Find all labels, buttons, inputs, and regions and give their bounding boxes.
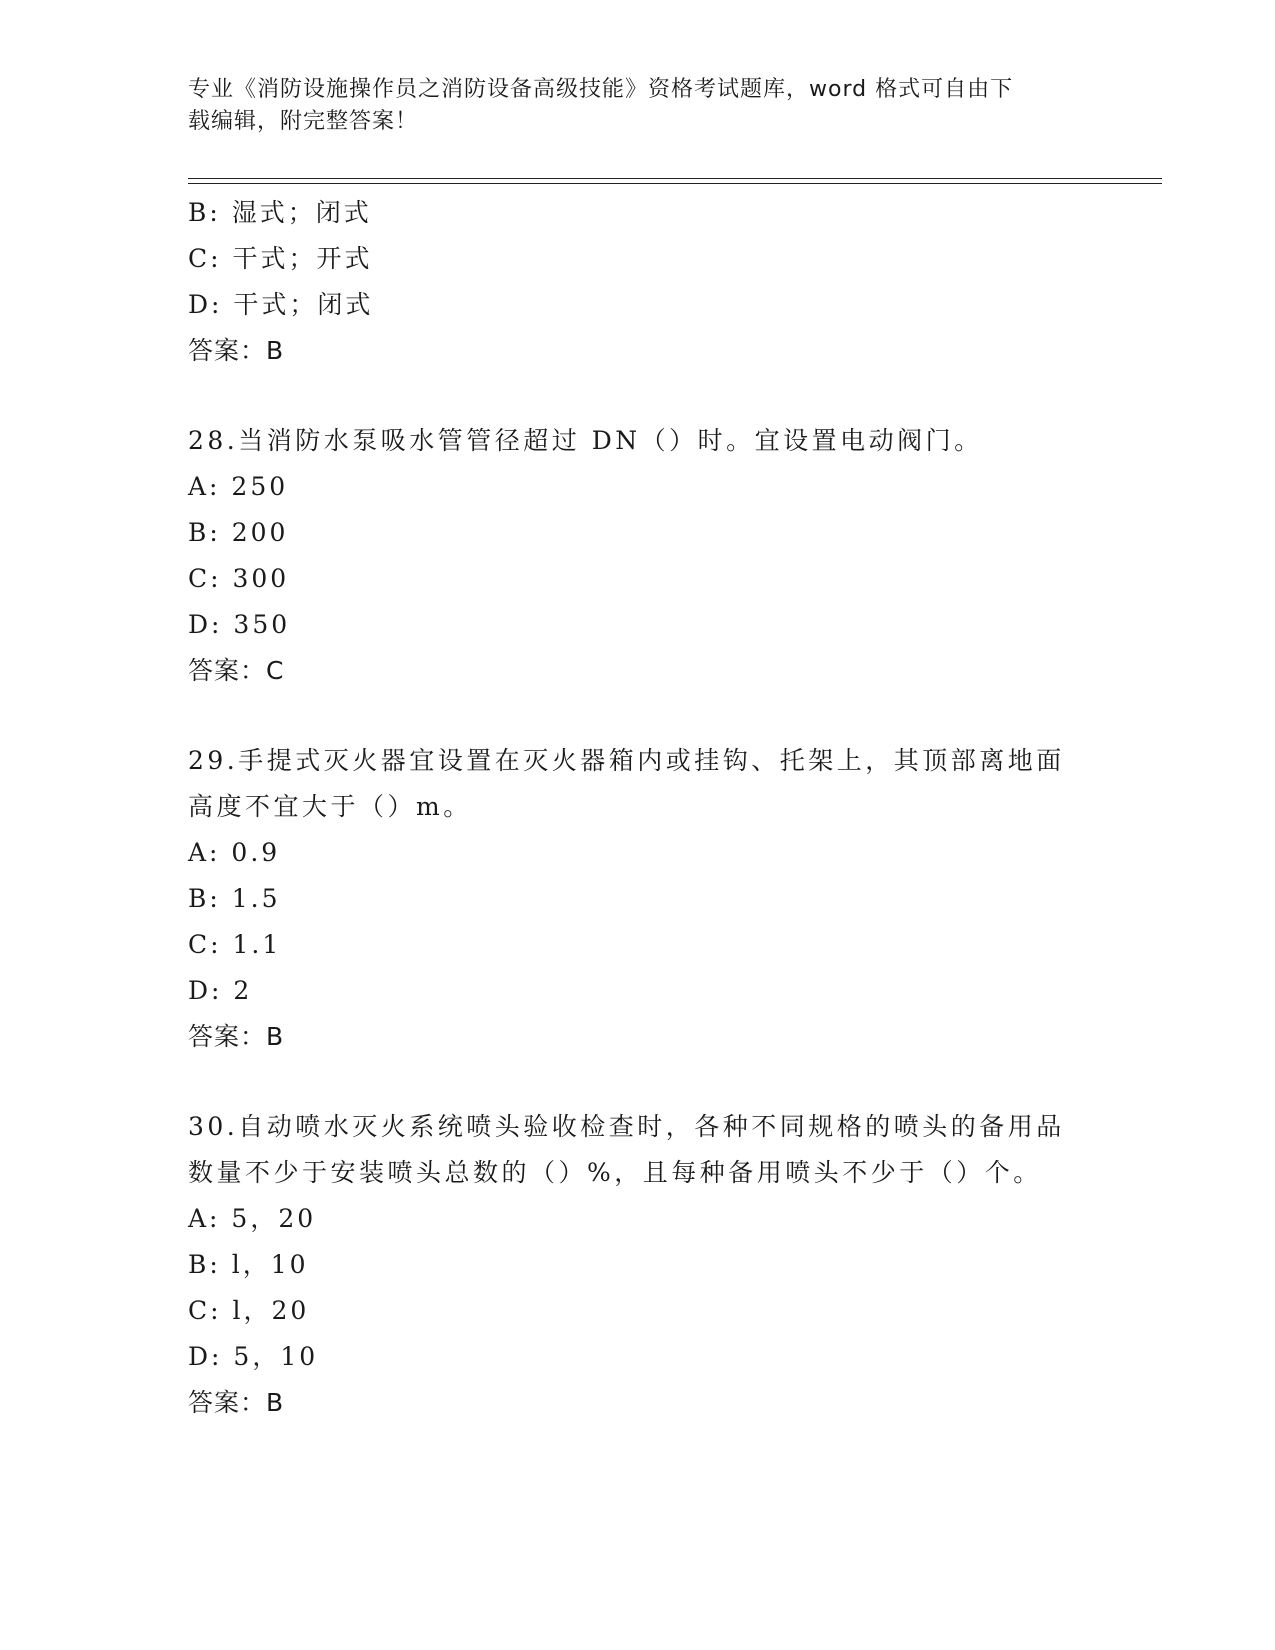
question-stem-line-1: 29.手提式灭火器宜设置在灭火器箱内或挂钩、托架上，其顶部离地面 <box>188 746 1065 775</box>
answer-line: 答案：B <box>188 1022 285 1051</box>
option-a: A: 250 <box>188 472 289 501</box>
answer-line: 答案：B <box>188 336 285 365</box>
header-rule-bottom <box>188 183 1162 184</box>
option-a: A: 0.9 <box>188 838 281 867</box>
option-d: D: 350 <box>188 610 291 639</box>
question-list <box>188 190 1088 1426</box>
question-stem-line-2: 高度不宜大于（）m。 <box>188 792 472 821</box>
option-d: D: 干式；闭式 <box>188 290 374 319</box>
header-rule-top <box>188 178 1162 179</box>
answer-line: 答案：C <box>188 656 285 685</box>
answer-line: 答案：B <box>188 1388 285 1417</box>
document-header <box>188 74 1088 138</box>
option-b: B: 1.5 <box>188 884 281 913</box>
option-b: B: 200 <box>188 518 289 547</box>
option-c: C: 干式；开式 <box>188 244 373 273</box>
option-c: C: l，20 <box>188 1296 310 1325</box>
question-stem-line-2: 数量不少于安装喷头总数的（）%，且每种备用喷头不少于（）个。 <box>188 1158 1042 1187</box>
header-line-2: 载编辑，附完整答案！ <box>188 109 419 134</box>
question-29 <box>188 738 1088 1060</box>
option-d: D: 5，10 <box>188 1342 319 1371</box>
option-c: C: 1.1 <box>188 930 282 959</box>
option-b: B: l，10 <box>188 1250 309 1279</box>
question-28 <box>188 418 1088 694</box>
option-b: B: 湿式；闭式 <box>188 198 372 227</box>
question-stem-line-1: 30.自动喷水灭火系统喷头验收检查时，各种不同规格的喷头的备用品 <box>188 1112 1065 1141</box>
question-30 <box>188 1104 1088 1426</box>
option-c: C: 300 <box>188 564 290 593</box>
question-27-continued <box>188 190 1088 374</box>
header-line-1: 专业《消防设施操作员之消防设备高级技能》资格考试题库，word 格式可自由下 <box>188 77 1014 102</box>
option-a: A: 5，20 <box>188 1204 317 1233</box>
option-d: D: 2 <box>188 976 253 1005</box>
question-stem: 28.当消防水泵吸水管管径超过 DN（）时。宜设置电动阀门。 <box>188 426 983 455</box>
